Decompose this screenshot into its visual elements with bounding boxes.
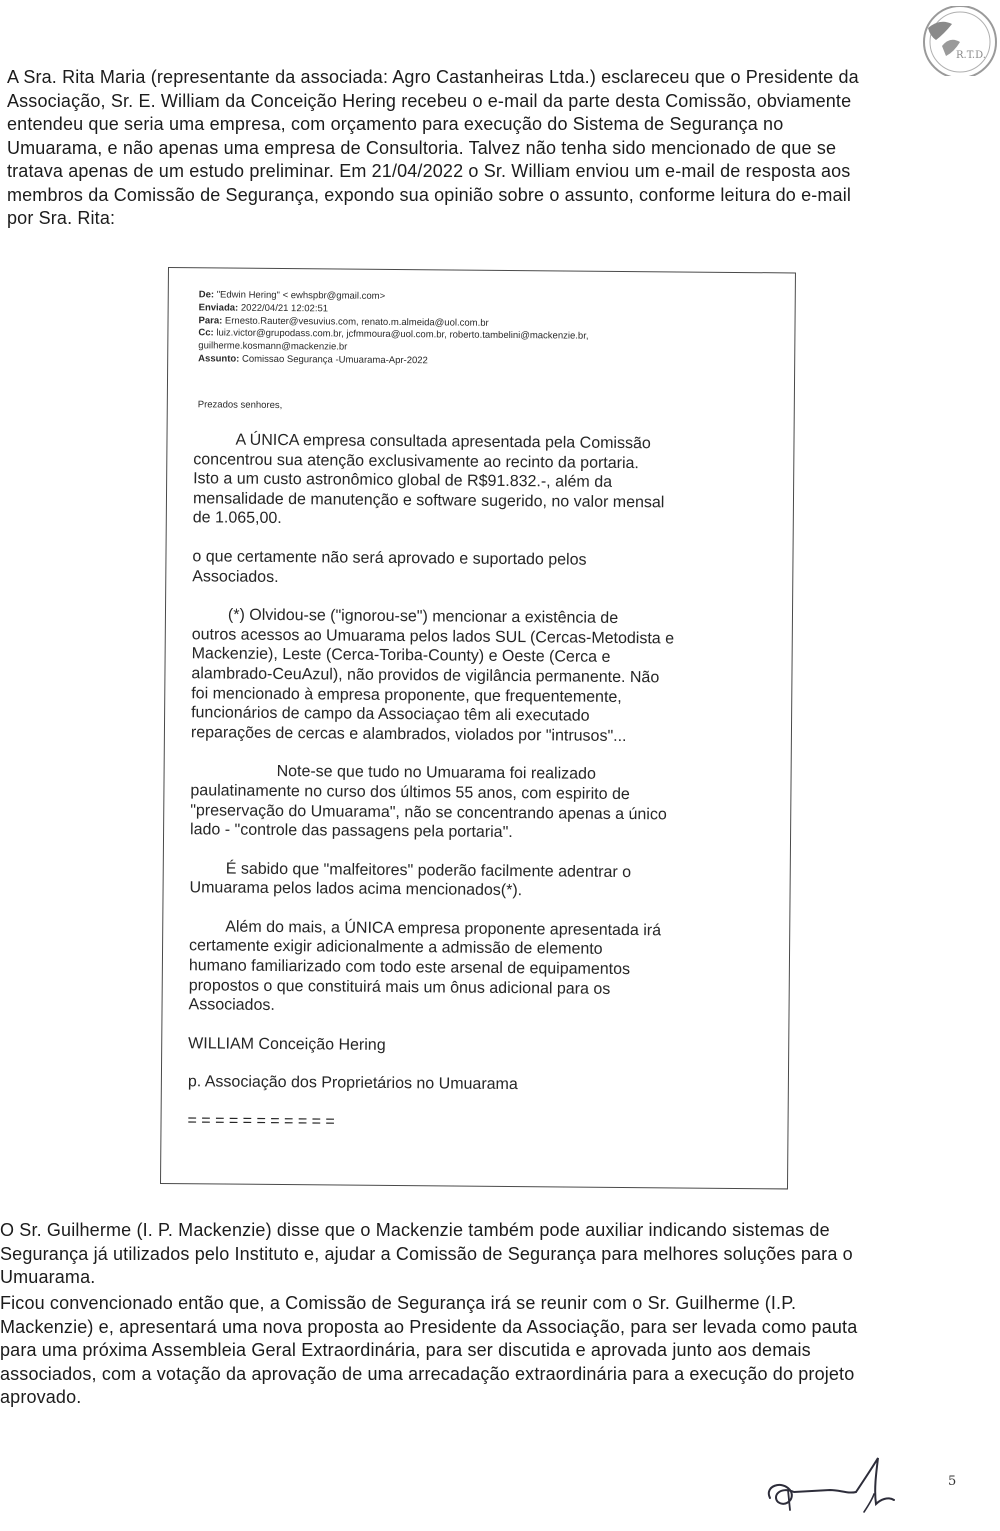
email-signature-name: WILLIAM Conceição Hering [188,1035,386,1054]
email-paragraph: (*) Olvidou-se ("ignorou-se") mencionar a existência de outros acessos ao Umuarama pelos lados SUL (Cercas-Metodista e Mackenzie), Leste (Cerca-Toriba-County) e Oeste (Cerca e alambrado-CeuAzul), não providos de vigilância permanente. Não foi mencionado à empresa proponente, que frequentemente, funcionários de campo da Associaçao têm ali executado reparações de cercas e alambrados, violados por "intrusos"... [190,606,675,745]
handwritten-signature [760,1450,930,1525]
email-greeting: Prezados senhores, [197,399,283,412]
email-header [198,289,769,371]
email-from: De: "Edwin Hering" < ewhspbr@gmail.com> [198,289,386,302]
text-line: Associação, Sr. E. William da Conceição Hering recebeu o e-mail da parte desta Comissão, obviamente [7,90,852,111]
email-paragraph: É sabido que "malfeitores" poderão facilmente adentrar o Umuarama pelos lados acima mencionados(*). [189,860,632,900]
text-line: aprovado. [0,1387,82,1407]
text-line: Umuarama, e não apenas uma empresa de Consultoria. Talvez não tenha sido mencionado de que se [7,137,837,158]
email-paragraph: Note-se que tudo no Umuarama foi realizado paulatinamente no curso dos últimos 55 anos, com espirito de "preservação do Umuarama", não se concentrando apenas a único lado - "controle das passagens pela portaria". [190,763,667,842]
text-line: Segurança já utilizados pelo Instituto e, ajudar a Comissão de Segurança para melhores soluções para o [0,1243,853,1264]
text-line: associados, com a votação da aprovação de uma arrecadação extraordinária para a execução do projeto [0,1363,855,1384]
text-line: Mackenzie) e, apresentará uma nova proposta ao Presidente da Associação, para ser levada como pauta [0,1316,858,1337]
text-line: O Sr. Guilherme (I. P. Mackenzie) disse que o Mackenzie também pode auxiliar indicando sistemas de [0,1220,830,1240]
email-cc-continued: guilherme.kosmann@mackenzie.br [198,340,348,353]
text-line: entendeu que seria uma empresa, com orçamento para execução do Sistema de Segurança no [7,114,784,134]
email-paragraph: Além do mais, a ÚNICA empresa proponente apresentada irá certamente exigir adicionalmente a admissão de elemento humano familiarizado com todo este arsenal de equipamentos propostos o que constituirá mais um ônus adicional para os Associados. [188,918,662,1015]
text-line: tratava apenas de um estudo preliminar. Em 21/04/2022 o Sr. William enviou um e-mail de resposta aos [7,161,851,181]
email-body [187,430,778,1155]
text-line: A Sra. Rita Maria (representante da associada: Agro Castanheiras Ltda.) esclareceu que o Presidente da [7,67,859,87]
page-number: 5 [948,1474,957,1489]
email-separator: = = = = = = = = = = = [187,1112,335,1131]
text-line: Umuarama. [0,1267,96,1287]
email-subject: Assunto: Comissao Segurança -Umuarama-Apr-2022 [198,353,428,367]
text-line: por Sra. Rita: [7,208,116,228]
conclusion-paragraph [0,1292,962,1410]
text-line: Ficou convencionado então que, a Comissão de Segurança irá se reunir com o Sr. Guilherme (I.P. [0,1293,797,1313]
email-printout [160,267,796,1189]
email-paragraph: A ÚNICA empresa consultada apresentada pela Comissão concentrou sua atenção exclusivamente ao recinto da portaria. Isto a um custo astronômico global de R$91.832.-, além da mensalidade de manutenção e software sugerido, no valor mensal de 1.065,00. [192,431,665,528]
guilherme-paragraph [0,1219,962,1290]
email-sent: Enviada: 2022/04/21 12:02:51 [198,302,329,315]
svg-text:R.T.D.: R.T.D. [956,50,986,61]
email-cc: Cc: luiz.victor@grupodass.com.br, jcfmmoura@uol.com.br, roberto.tambelini@mackenzie.br, [198,327,589,343]
email-to: Para: Ernesto.Rauter@vesuvius.com, renato.m.almeida@uol.com.br [198,314,489,329]
email-paragraph: o que certamente não será aprovado e suportado pelos Associados. [192,548,587,586]
text-line: membros da Comissão de Segurança, expondo sua opinião sobre o assunto, conforme leitura do e-mail [7,184,852,205]
text-line: para uma próxima Assembleia Geral Extraordinária, para ser discutida e aprovada junto aos demais [0,1340,811,1360]
intro-paragraph [7,66,982,231]
email-signature-org: p. Associação dos Proprietários no Umuarama [187,1073,518,1094]
